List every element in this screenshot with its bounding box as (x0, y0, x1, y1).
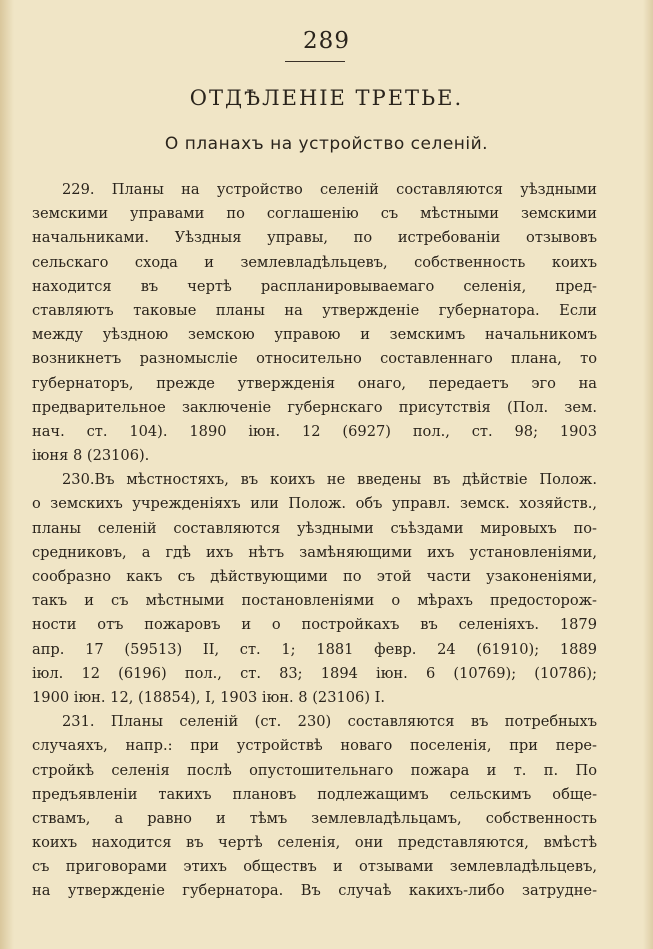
text-line: ставляютъ таковые планы на утвержденіе губернатора. Если (32, 301, 597, 319)
text-line: случаяхъ, напр.: при устройствѣ новаго поселенія, при пере- (32, 737, 597, 755)
text-line: стройкѣ селенія послѣ опустошительнаго пожара и т. п. По (32, 761, 597, 779)
text-line: ствамъ, а равно и тѣмъ землевладѣльцамъ, собственность (32, 809, 597, 827)
section-title: ОТДѢЛЕНІЕ ТРЕТЬЕ. (189, 86, 464, 110)
text-line: такъ и съ мѣстными постановленіями о мѣрахъ предосторож- (32, 592, 597, 610)
text-line: находится въ чертѣ распланировываемаго селенія, пред- (32, 277, 597, 295)
text-line: планы селеній составляются уѣздными съѣздами мировыхъ по- (32, 519, 597, 537)
text-line: съ приговорами этихъ обществъ и отзывами землевладѣльцевъ, (32, 858, 597, 876)
text-line: 231. Планы селеній (ст. 230) составляются въ потребныхъ (62, 713, 597, 731)
text-line: средниковъ, а гдѣ ихъ нѣтъ замѣняющими ихъ установленіями, (32, 543, 597, 561)
text-line: апр. 17 (59513) II, ст. 1; 1881 февр. 24 (61910); 1889 (32, 640, 597, 658)
text-line: 230.Въ мѣстностяхъ, въ коихъ не введены въ дѣйствіе Полож. (62, 471, 597, 489)
text-line: іюл. 12 (6196) пол., ст. 83; 1894 іюн. 6 (10769); (10786); (32, 664, 597, 682)
article-231 (32, 710, 597, 904)
text-line: сообразно какъ съ дѣйствующими по этой части узаконеніями, (32, 568, 597, 585)
text-line: іюня 8 (23106). (32, 447, 150, 465)
text-line: 229. Планы на устройство селеній составляются уѣздными (62, 181, 597, 198)
text-line: земскими управами по соглашенію съ мѣстными земскими (32, 205, 597, 223)
article-229 (32, 178, 597, 468)
article-230 (32, 468, 597, 710)
text-line: коихъ находится въ чертѣ селенія, они представляются, вмѣстѣ (32, 834, 597, 852)
text-line: ности отъ пожаровъ и о постройкахъ въ селеніяхъ. 1879 (32, 616, 597, 634)
text-line: предъявленіи такихъ плановъ подлежащимъ сельскимъ обще- (32, 785, 597, 803)
text-line: сельскаго схода и землевладѣльцевъ, собственность коихъ (32, 253, 597, 271)
text-line: 1900 іюн. 12, (18854), I, 1903 іюн. 8 (23106) I. (32, 688, 386, 706)
text-line: о земскихъ учрежденіяхъ или Полож. объ управл. земск. хозяйств., (32, 495, 597, 513)
page-number: 289 (303, 28, 350, 54)
body-text (32, 178, 597, 904)
text-line: губернаторъ, прежде утвержденія онаго, передаетъ эго на (32, 374, 597, 392)
text-line: между уѣздною земскою управою и земскимъ начальникомъ (32, 326, 597, 344)
text-line: нач. ст. 104). 1890 іюн. 12 (6927) пол., ст. 98; 1903 (32, 422, 597, 440)
text-line: на утвержденіе губернатора. Въ случаѣ какихъ-либо затрудне- (32, 882, 597, 900)
text-line: начальниками. Уѣздныя управы, по истребованіи отзывовъ (32, 229, 597, 247)
text-line: возникнетъ разномысліе относительно составленнаго плана, то (32, 350, 597, 368)
text-line: предварительное заключеніе губернскаго присутствія (Пол. зем. (32, 398, 597, 416)
page-number-rule (285, 61, 345, 62)
subsection-title: О планахъ на устройство селеній. (164, 134, 489, 154)
